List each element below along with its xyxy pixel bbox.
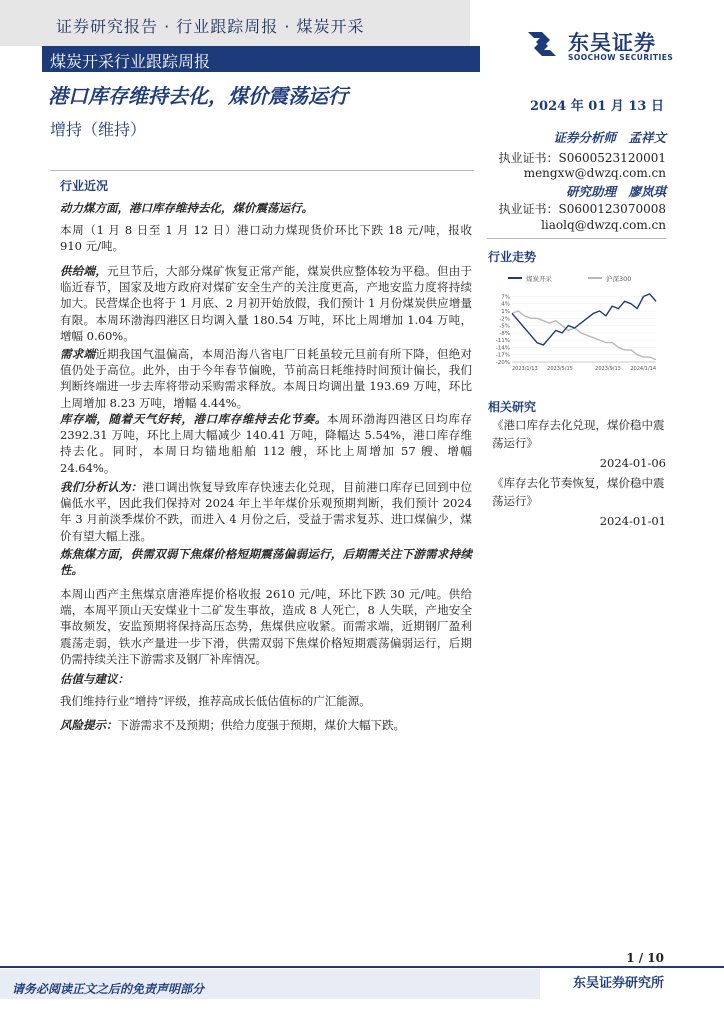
related-report-2-date: 2024-01-01 (599, 514, 666, 528)
y-tick-label: 1% (501, 309, 510, 315)
related-report-1-date: 2024-01-06 (599, 456, 666, 470)
section-label-valuation: 估值与建议： (60, 672, 129, 686)
paragraph-valuation: 我们维持行业“增持”评级，推荐高成长低估值标的广汇能源。 (60, 694, 371, 708)
footer-line (0, 966, 724, 968)
paragraph-supply: 供给端，元旦节后，大部分煤矿恢复正常产能，煤炭供应整体较为平稳。但由于临近春节，国家及地方政府对煤矿安全生产的关注度更高，产地安监力度将持续加大。民营煤企也将于 1 月底、2 月初开始放假，我们预计 1 月份煤炭供应增量有限。本周环渤海四港区日均调入量 180.54 万吨，环比上周增加 1.04 万吨，增幅 0.60%。 (60, 264, 473, 343)
report-date: 2024 年 01 月 13 日 (530, 99, 664, 114)
x-tick-label: 2023/1/13 (512, 366, 538, 372)
y-tick-label: -8% (499, 330, 510, 337)
logo-text: 东吴证券 (568, 31, 656, 55)
analyst-2-cert: 执业证书：S0600123070008 (498, 202, 666, 216)
y-tick-label: 4% (501, 301, 510, 308)
industry-trend-chart (488, 270, 668, 380)
breadcrumb: 证券研究报告 · 行业跟踪周报 · 煤炭开采 (56, 17, 365, 36)
logo-text-en: SOOCHOW SECURITIES (568, 53, 674, 62)
analyst-1-cert: 执业证书：S0600523120001 (498, 151, 666, 165)
analyst-1-email[interactable]: mengxw@dwzq.com.cn (523, 166, 666, 180)
paragraph-inventory: 库存端，随着天气好转，港口库存维持去化节奏。本周环渤海四港区日均库存 2392.31 万吨，环比上周大幅减少 140.41 万吨，降幅达 5.54%，港口库存维持去化。同时，本周日均锚地船舶 112 艘，环比上周增加 57 艘、增幅 24.64%。 (60, 412, 472, 475)
paragraph-risk: 风险提示：下游需求不及预期；供给力度强于预期，煤价大幅下跌。 (60, 718, 405, 732)
paragraph-coking: 本周山西产主焦煤京唐港库提价格收报 2610 元/吨，环比下跌 30 元/吨。供给端，本周平顶山天安煤业十二矿发生事故，造成 8 人死亡，8 人失联，产地安全事故频发，安监预期将保持高压态势，焦煤供应收紧。而需求端，近期钢厂盈利震荡走弱，铁水产量进一步下滑，供需双弱下焦煤价格短期震荡偏弱运行，后期仍需持续关注下游需求及钢厂补库情况。 (60, 587, 472, 666)
paragraph-demand: 需求端近期我国气温偏高，本周沿海八省电厂日耗虽较元旦前有所下降，但绝对值仍处于高位。此外，由于今年春节偏晚，节前高日耗维持时间预计偏长，我们判断终端进一步去库将带动采购需求释放。本周日均调出量 193.69 万吨，环比上周增加 8.23 万吨，增幅 4.44%。 (60, 347, 473, 410)
y-tick-label: 7% (501, 294, 510, 301)
legend-label: 煤炭开采 (526, 275, 552, 283)
y-tick-label: -20% (495, 360, 510, 366)
analyst-1-name: 证券分析师 孟祥文 (553, 130, 666, 145)
divider (487, 238, 667, 239)
y-tick-label: -5% (499, 323, 510, 330)
divider (50, 170, 474, 171)
section-label-trend: 行业走势 (488, 250, 537, 264)
paragraph-lead: 动力煤方面，港口库存维持去化，煤价震荡运行。 (60, 201, 313, 215)
institute-name: 东吴证券研究所 (572, 976, 664, 991)
analyst-2-name: 研究助理 廖岚琪 (565, 184, 666, 199)
section-label-related: 相关研究 (488, 400, 537, 414)
series-title: 煤炭开采行业跟踪周报 (50, 52, 211, 71)
y-tick-label: -17% (495, 352, 510, 359)
report-title: 港口库存维持去化，煤价震荡运行 (48, 84, 348, 108)
paragraph-analysis: 我们分析认为：港口调出恢复导致库存快速去化兑现，目前港口库存已回到中位偏低水平，因此我们保持对 2024 年上半年煤价乐观预期判断，我们预计 2024 年 3 月前淡季煤价不跌，而进入 4 月份之后，受益于需求复苏、进口煤偏少，煤价有望大幅上涨。 (60, 480, 473, 543)
rating: 增持（维持） (50, 120, 147, 139)
y-tick-label: -11% (495, 338, 510, 345)
legend-label: 沪深300 (606, 275, 632, 283)
x-tick-label: 2023/5/15 (547, 366, 573, 372)
paragraph: 本周（1 月 8 日至 1 月 12 日）港口动力煤现货价环比下跌 18 元/吨，报收 910 元/吨。 (60, 223, 472, 254)
page-number: 1 / 10 (626, 951, 664, 965)
related-report-1[interactable]: 《港口库存去化兑现，煤价稳中震荡运行》 (492, 418, 665, 450)
y-tick-label: -14% (495, 345, 510, 352)
related-report-2[interactable]: 《库存去化节奏恢复，煤价稳中震荡运行》 (492, 476, 665, 508)
disclaimer-note: 请务必阅读正文之后的免责声明部分 (12, 982, 205, 996)
analyst-2-email[interactable]: liaolq@dwzq.com.cn (541, 218, 666, 232)
paragraph-coking-lead: 炼焦煤方面，供需双弱下焦煤价格短期震荡偏弱运行，后期需关注下游需求持续性。 (60, 547, 472, 578)
x-tick-label: 2024/1/14 (630, 366, 656, 372)
section-label-industry: 行业近况 (60, 179, 109, 193)
logo-icon (522, 26, 562, 62)
y-tick-label: -2% (499, 316, 510, 323)
x-tick-label: 2023/9/13 (595, 366, 621, 372)
